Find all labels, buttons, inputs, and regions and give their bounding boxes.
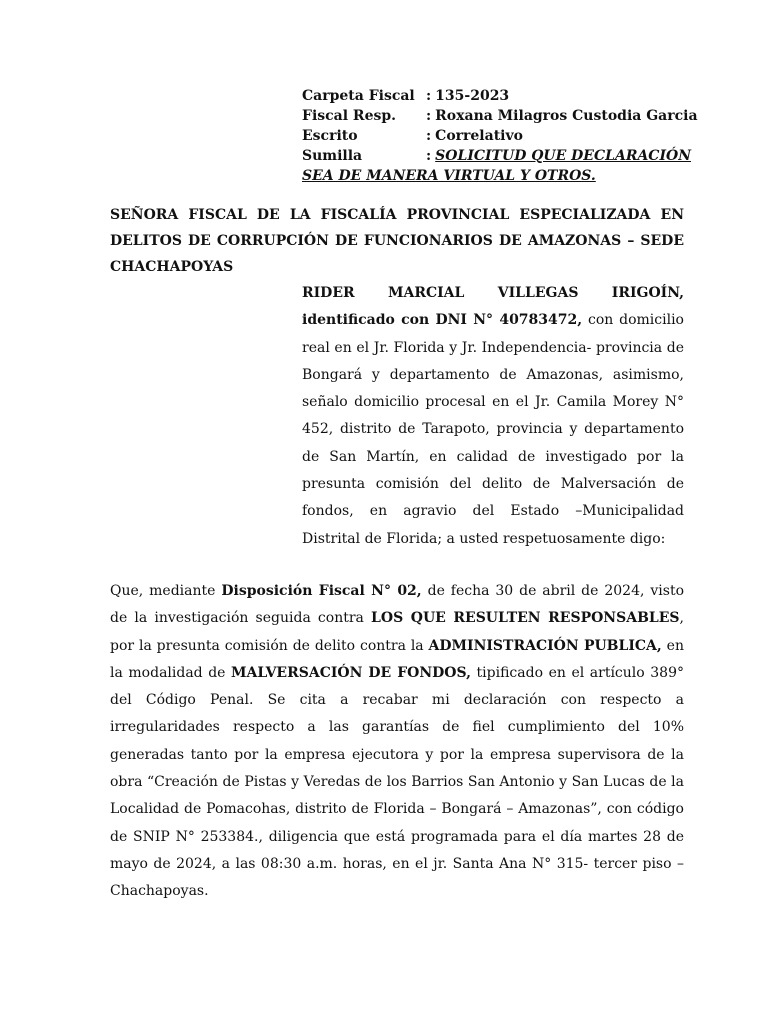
separator: : [426,108,432,124]
sumilla-row [302,146,691,166]
sumilla-value: SOLICITUD QUE DECLARACIÓN [435,148,691,164]
fiscal-resp-label: Fiscal Resp. [302,108,397,124]
separator: : [426,128,432,144]
crime-against: ADMINISTRACIÓN PUBLICA, [428,637,662,654]
investigated-parties: LOS QUE RESULTEN RESPONSABLES [371,610,680,627]
separator: : [426,88,432,104]
carpeta-fiscal-row [302,86,684,106]
carpeta-fiscal-label: Carpeta Fiscal [302,88,415,104]
crime-modality: MALVERSACIÓN DE FONDOS, [231,664,471,681]
petitioner-identification: RIDER MARCIAL VILLEGAS IRIGOÍN, identificado con DNI N° 40783472, [302,285,684,329]
escrito-value: Correlativo [435,128,523,144]
case-header [302,86,698,186]
body-text-4: en la modalidad de [110,637,684,681]
intro-paragraph [302,280,684,553]
body-text-1: Que, mediante [110,583,222,599]
disposicion-fiscal: Disposición Fiscal N° 02, [221,583,422,599]
escrito-row [302,126,684,146]
carpeta-fiscal-value: 135-2023 [435,88,510,104]
body-text-5: tipificado en el artículo 389° del Código Penal. Se cita a recabar mi declaración con respecto a irregularidades respecto a las garantías de fiel cumplimiento del 10% generadas tanto por la empresa ejecutora y por la empresa supervisora de la obra “Creación de Pistas y Veredas de los Barrios San Antonio y San Lucas de la Localidad de Pomacohas, distrito de Florida – Bongará – Amazonas”, con código de SNIP N° 253384., diligencia que está programada para el día martes 28 de mayo de 2024, a las 08:30 a.m. horas, en el jr. Santa Ana N° 315- tercer piso – Chachapoyas. [110,664,684,900]
intro-text: con domicilio real en el Jr. Florida y Jr. Independencia- provincia de Bongará y departamento de Amazonas, asimismo, señalo domicilio procesal en el Jr. Camila Morey N° 452, distrito de Tarapoto, provincia y departamento de San Martín, en calidad de investigado por la presunta comisión del delito de Malversación de fondos, en agravio del Estado –Municipalidad Distrital de Florida; a usted respetuosamente digo: [302,312,684,547]
body-paragraph [110,578,684,906]
separator: : [426,148,432,164]
fiscal-resp-row [302,106,698,126]
fiscal-resp-value: Roxana Milagros Custodia Garcia [435,108,698,124]
sumilla-continuation: SEA DE MANERA VIRTUAL Y OTROS. [302,168,596,184]
escrito-label: Escrito [302,128,358,144]
body-text-2: de fecha 30 de abril de 2024, visto de la investigación seguida contra [110,583,684,627]
sumilla-label: Sumilla [302,148,363,164]
addressee-heading: SEÑORA FISCAL DE LA FISCALÍA PROVINCIAL ESPECIALIZADA EN DELITOS DE CORRUPCIÓN DE FUNCIONARIOS DE AMAZONAS – SEDE CHACHAPOYAS [110,207,684,275]
body-text-3: , por la presunta comisión de delito contra la [110,610,684,654]
